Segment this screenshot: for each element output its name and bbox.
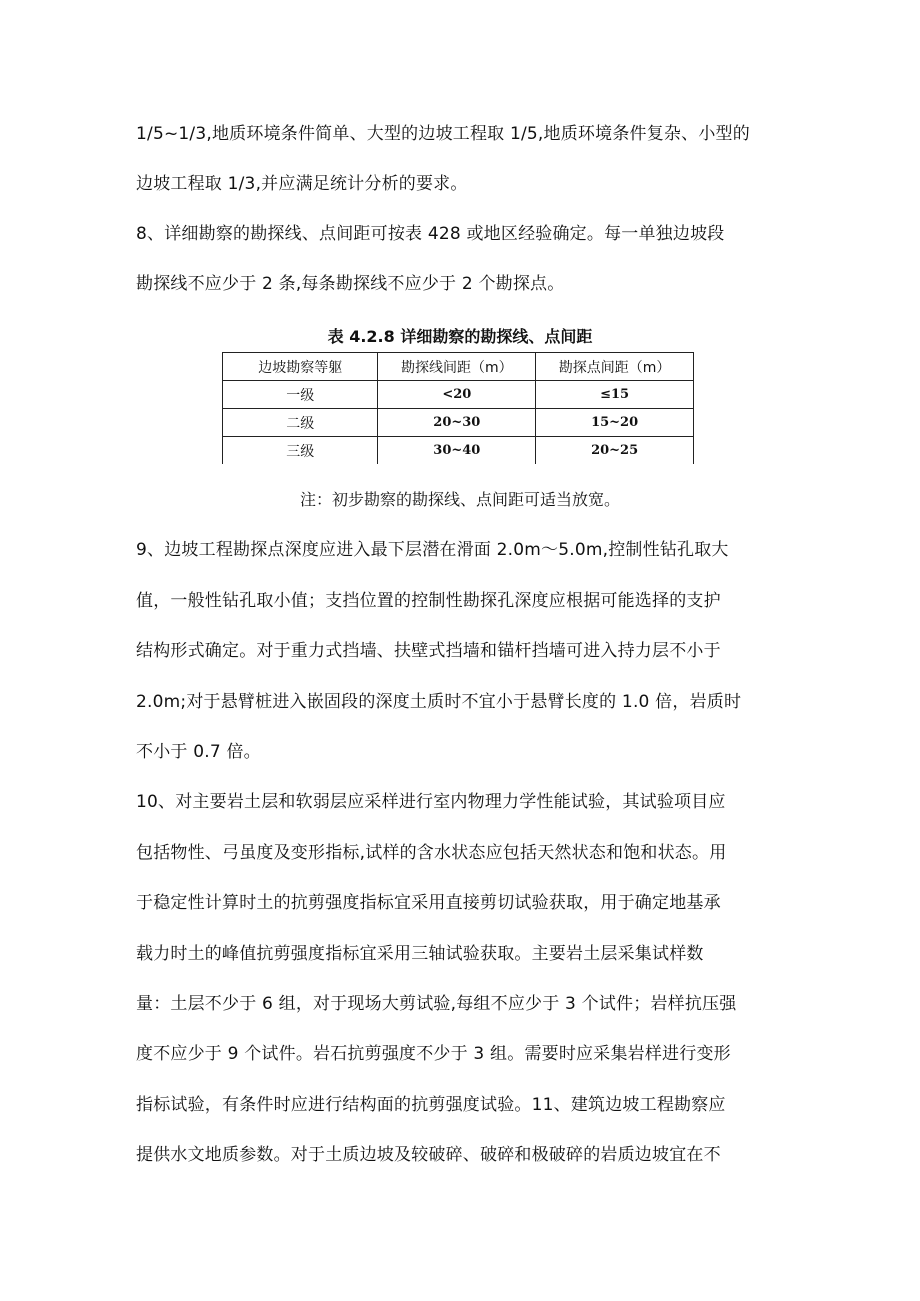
- paragraph-line: 2.0m;对于悬臂桩进入嵌固段的深度土质时不宜小于悬臂长度的 1.0 倍，岩质时: [136, 692, 742, 712]
- table-header-cell: 勘探线间距（m）: [378, 353, 536, 381]
- table-cell: 20~30: [378, 409, 536, 437]
- table-note: 注：初步勘察的勘探线、点间距可适当放宽。: [299, 490, 620, 509]
- paragraph-line: 指标试验，有条件时应进行结构面的抗剪强度试验。11、建筑边坡工程勘察应: [136, 1095, 726, 1115]
- paragraph-line: 于稳定性计算时土的抗剪强度指标宜采用直接剪切试验获取，用于确定地基承: [136, 893, 721, 913]
- table-cell: 30~40: [378, 437, 536, 465]
- table-header-cell: 勘探点间距（m）: [536, 353, 694, 381]
- table-cell: <20: [378, 381, 536, 409]
- spacing-table: [222, 352, 694, 464]
- table-caption: 表 4.2.8 详细勘察的勘探线、点间距: [327, 327, 593, 346]
- paragraph-line: 勘探线不应少于 2 条,每条勘探线不应少于 2 个勘探点。: [136, 274, 565, 294]
- paragraph-line: 8、详细勘察的勘探线、点间距可按表 428 或地区经验确定。每一单独边坡段: [136, 224, 725, 244]
- table-cell: 一级: [223, 381, 378, 409]
- paragraph-line: 结构形式确定。对于重力式挡墙、扶壁式挡墙和锚杆挡墙可进入持力层不小于: [136, 641, 721, 661]
- paragraph-line: 包括物性、弓虽度及变形指标,试样的含水状态应包括天然状态和饱和状态。用: [136, 843, 727, 863]
- paragraph-line: 9、边坡工程勘探点深度应进入最下层潜在滑面 2.0m～5.0m,控制性钻孔取大: [136, 540, 729, 560]
- paragraph-line: 量：土层不少于 6 组，对于现场大剪试验,每组不应少于 3 个试件；岩样抗压强: [136, 994, 737, 1014]
- paragraph-line: 不小于 0.7 倍。: [136, 742, 261, 762]
- table-row: [223, 437, 694, 465]
- table-cell: 15~20: [536, 409, 694, 437]
- table-row: [223, 381, 694, 409]
- paragraph-line: 提供水文地质参数。对于土质边坡及较破碎、破碎和极破碎的岩质边坡宜在不: [136, 1145, 721, 1165]
- table-header-cell: 边坡勘察等躯: [223, 353, 378, 381]
- table-cell: ≤15: [536, 381, 694, 409]
- paragraph-line: 度不应少于 9 个试件。岩石抗剪强度不少于 3 组。需要时应采集岩样进行变形: [136, 1044, 731, 1064]
- paragraph-line: 边坡工程取 1/3,并应满足统计分析的要求。: [136, 174, 468, 194]
- paragraph-line: 值，一般性钻孔取小值；支挡位置的控制性勘探孔深度应根据可能选择的支护: [136, 591, 721, 611]
- paragraph-line: 载力时土的峰值抗剪强度指标宜采用三轴试验获取。主要岩土层采集试样数: [136, 944, 704, 964]
- paragraph-line: 1/5~1/3,地质环境条件简单、大型的边坡工程取 1/5,地质环境条件复杂、小型的: [136, 124, 750, 144]
- table-cell: 二级: [223, 409, 378, 437]
- paragraph-line: 10、对主要岩土层和软弱层应采样进行室内物理力学性能试验，其试验项目应: [136, 792, 726, 812]
- table-row: [223, 409, 694, 437]
- table-cell: 三级: [223, 437, 378, 465]
- table-cell: 20~25: [536, 437, 694, 465]
- table-header-row: [223, 353, 694, 381]
